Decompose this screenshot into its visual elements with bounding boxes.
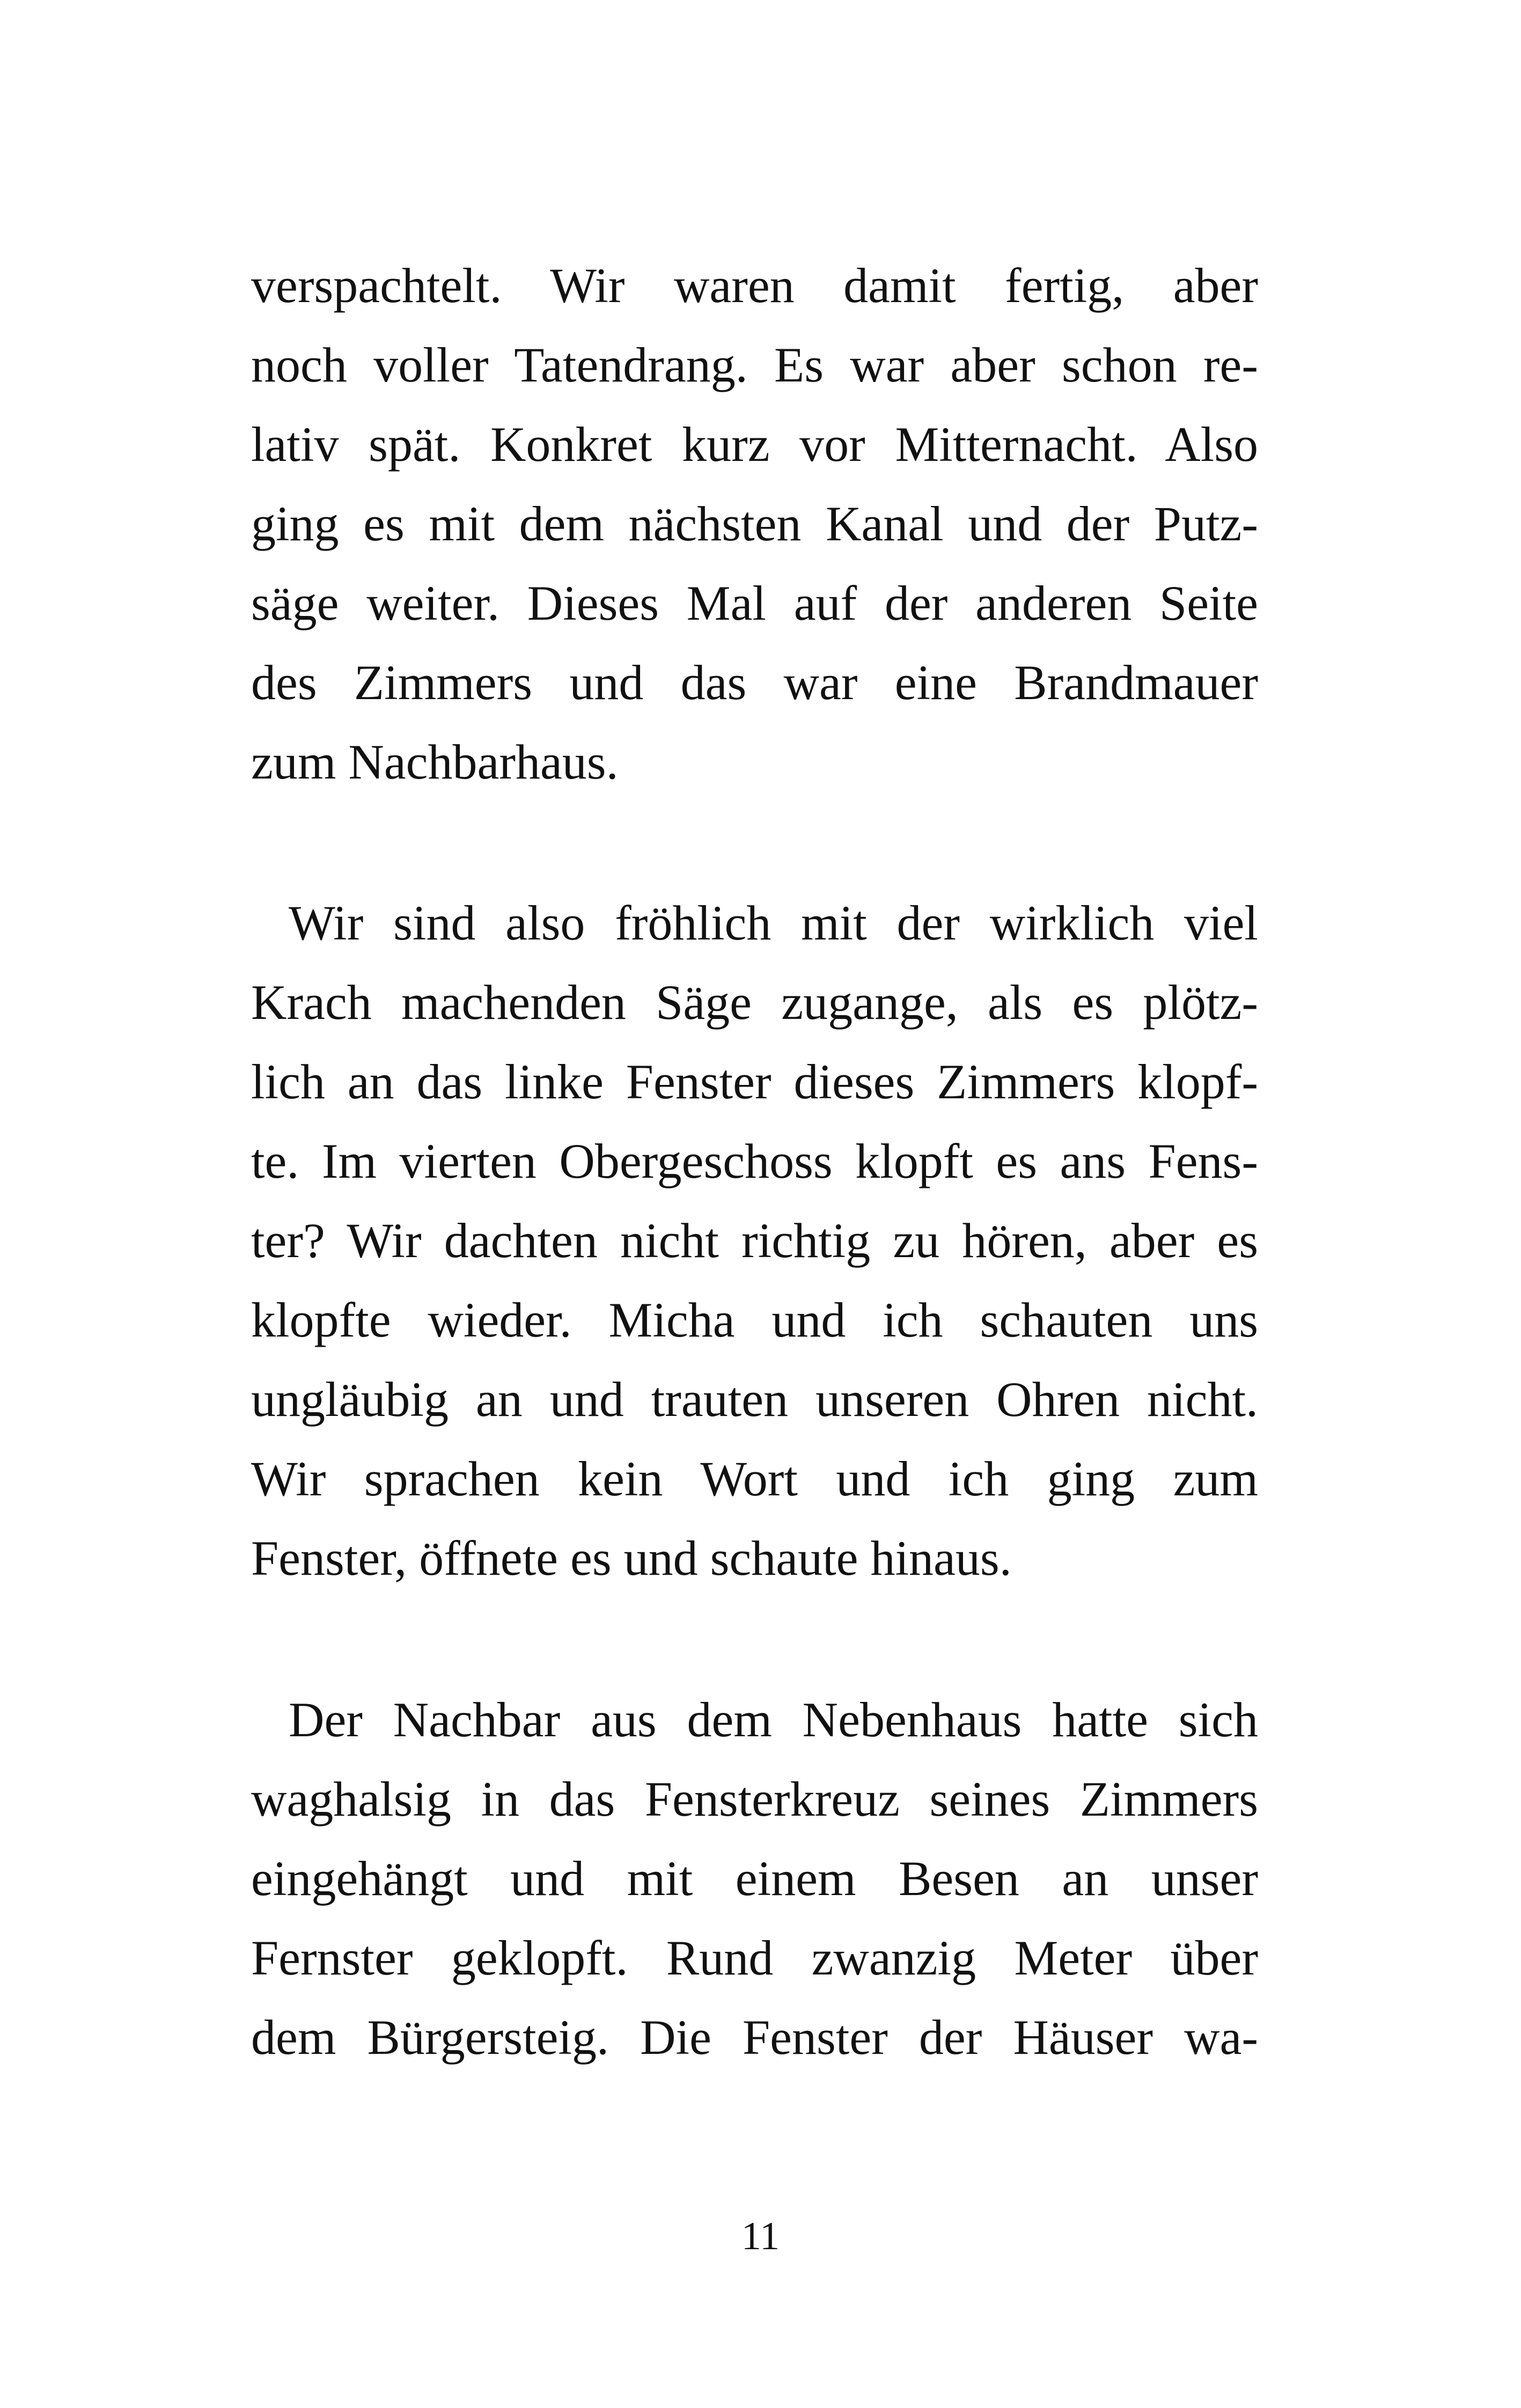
text-line: säge weiter. Dieses Mal auf der anderen Seite [251, 576, 1258, 630]
text-line: te. Im vierten Obergeschoss klopft es ans Fens- [251, 1134, 1258, 1188]
text-line: Fernster geklopft. Rund zwanzig Meter über [251, 1930, 1258, 1985]
text-line: Fenster, öffnete es und schaute hinaus. [251, 1531, 1012, 1585]
text-line: ungläubig an und trauten unseren Ohren nicht. [251, 1372, 1258, 1427]
paragraph-2 [251, 883, 1258, 1598]
text-line: dem Bürgersteig. Die Fenster der Häuser wa- [251, 2010, 1258, 2065]
text-line: des Zimmers und das war eine Brandmauer [251, 655, 1258, 710]
text-line: klopfte wieder. Micha und ich schauten uns [251, 1293, 1258, 1347]
text-line: lativ spät. Konkret kurz vor Mitternacht. Also [251, 417, 1258, 472]
text-line: ging es mit dem nächsten Kanal und der Putz- [251, 496, 1258, 551]
text-line: verspachtelt. Wir waren damit fertig, aber [251, 258, 1258, 313]
text-line: Krach machenden Säge zugange, als es plötz- [251, 975, 1258, 1030]
paragraph-3 [251, 1680, 1258, 2077]
text-line: ter? Wir dachten nicht richtig zu hören, aber es [251, 1213, 1258, 1268]
text-line: zum Nachbarhaus. [251, 735, 619, 789]
text-line: noch voller Tatendrang. Es war aber schon re- [251, 337, 1258, 392]
text-line: Wir sind also fröhlich mit der wirklich viel [289, 895, 1258, 950]
text-line: lich an das linke Fenster dieses Zimmers klopf- [251, 1054, 1258, 1109]
text-line: Wir sprachen kein Wort und ich ging zum [251, 1451, 1258, 1506]
text-line: eingehängt und mit einem Besen an unser [251, 1851, 1258, 1906]
text-line: waghalsig in das Fensterkreuz seines Zimmers [251, 1772, 1258, 1826]
text-line: Der Nachbar aus dem Nebenhaus hatte sich [289, 1692, 1258, 1747]
paragraph-1 [251, 246, 1258, 802]
page-number: 11 [741, 2214, 780, 2258]
